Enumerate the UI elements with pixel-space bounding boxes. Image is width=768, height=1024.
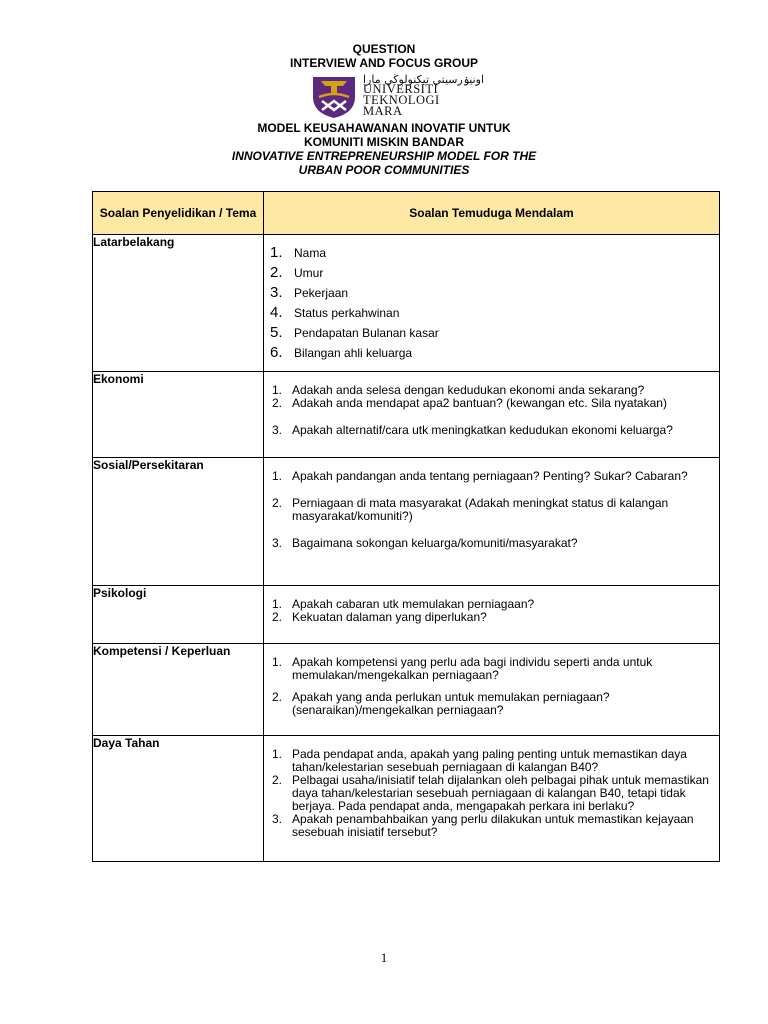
list-item: 1. Apakah pandangan anda tentang perniagaan? Penting? Sukar? Cabaran? — [272, 469, 688, 483]
list-item: 5. Pendapatan Bulanan kasar — [270, 324, 439, 341]
questions-cell — [264, 586, 720, 644]
list-item: 4. Status perkahwinan — [270, 304, 400, 321]
list-item: 3. Pekerjaan — [270, 284, 349, 301]
list-item: 1. Nama — [270, 244, 327, 261]
theme-cell: Daya Tahan — [93, 736, 264, 862]
table-row — [93, 644, 720, 736]
interview-questions-table — [92, 191, 720, 862]
theme-cell: Sosial/Persekitaran — [93, 458, 264, 586]
list-item: 2. Apakah yang anda perlukan untuk memulakan perniagaan? (senaraikan)/mengekalkan perniagaan? — [272, 690, 610, 717]
page-number: 1 — [380, 950, 388, 965]
question-list — [264, 458, 719, 558]
theme-cell: Latarbelakang — [93, 235, 264, 372]
title-malay-line-1: MODEL KEUSAHAWANAN INOVATIF UNTUK — [257, 121, 511, 135]
questions-cell — [264, 458, 720, 586]
list-item: 3. Apakah penambahbaikan yang perlu dilakukan untuk memastikan kejayaan sesebuah inisiatif tersebut? — [272, 812, 694, 839]
doc-label-question: QUESTION — [352, 42, 416, 56]
logo-university-name: UNIVERSITI TEKNOLOGI MARA — [363, 82, 440, 118]
list-item: 2. Kekuatan dalaman yang diperlukan? — [272, 610, 487, 624]
questions-cell — [264, 736, 720, 862]
list-item: 3. Apakah alternatif/cara utk meningkatkan kedudukan ekonomi keluarga? — [272, 423, 673, 437]
logo-arabic-text: اونيۏرسيتي تيكنولوڬي مارا — [363, 73, 485, 86]
doc-label-interview: INTERVIEW AND FOCUS GROUP — [289, 56, 478, 70]
theme-cell: Ekonomi — [93, 372, 264, 458]
question-list — [264, 372, 719, 445]
questions-cell — [264, 372, 720, 458]
list-item: 2. Perniagaan di mata masyarakat (Adakah meningkat status di kalangan masyarakat/komuniti?) — [272, 496, 669, 523]
table-row — [93, 736, 720, 862]
question-list — [264, 235, 719, 371]
column-header-questions: Soalan Temuduga Mendalam — [264, 192, 720, 235]
table-row — [93, 372, 720, 458]
question-list — [264, 644, 719, 725]
table-row — [93, 458, 720, 586]
questions-cell — [264, 235, 720, 372]
table-header-row — [93, 192, 720, 235]
table-row — [93, 235, 720, 372]
table-row — [93, 586, 720, 644]
document-header — [0, 42, 768, 177]
question-list — [264, 586, 719, 632]
theme-cell: Kompetensi / Keperluan — [93, 644, 264, 736]
list-item: 3. Bagaimana sokongan keluarga/komuniti/masyarakat? — [272, 536, 578, 550]
title-malay-line-2: KOMUNITI MISKIN BANDAR — [304, 135, 464, 149]
theme-cell: Psikologi — [93, 586, 264, 644]
title-english-line-2: URBAN POOR COMMUNITIES — [298, 163, 470, 177]
uitm-logo — [309, 73, 485, 119]
list-item: 2. Pelbagai usaha/inisiatif telah dijalankan oleh pelbagai pihak untuk memastikan daya tahan/kelestarian sesebuah perniagaan di kalangan B40, tetapi tidak berjaya. Pada pendapat anda, mengapakah perkara ini berlaku? — [272, 773, 709, 813]
list-item: 6. Bilangan ahli keluarga — [270, 344, 413, 361]
list-item: 2. Adakah anda mendapat apa2 bantuan? (kewangan etc. Sila nyatakan) — [272, 396, 667, 410]
list-item: 1. Apakah kompetensi yang perlu ada bagi individu seperti anda untuk memulakan/mengekalkan perniagaan? — [272, 655, 653, 682]
question-list — [264, 736, 719, 847]
column-header-theme: Soalan Penyelidikan / Tema — [93, 192, 264, 235]
list-item: 1. Adakah anda selesa dengan kedudukan ekonomi anda sekarang? — [272, 383, 645, 397]
uitm-crest-icon — [309, 73, 359, 119]
list-item: 2. Umur — [270, 264, 324, 281]
list-item: 1. Apakah cabaran utk memulakan perniagaan? — [272, 597, 535, 611]
list-item: 1. Pada pendapat anda, apakah yang paling penting untuk memastikan daya tahan/kelestarian sesebuah perniagaan di kalangan B40? — [272, 747, 687, 774]
title-english-line-1: INNOVATIVE ENTREPRENEURSHIP MODEL FOR THE — [231, 149, 537, 163]
questions-cell — [264, 644, 720, 736]
